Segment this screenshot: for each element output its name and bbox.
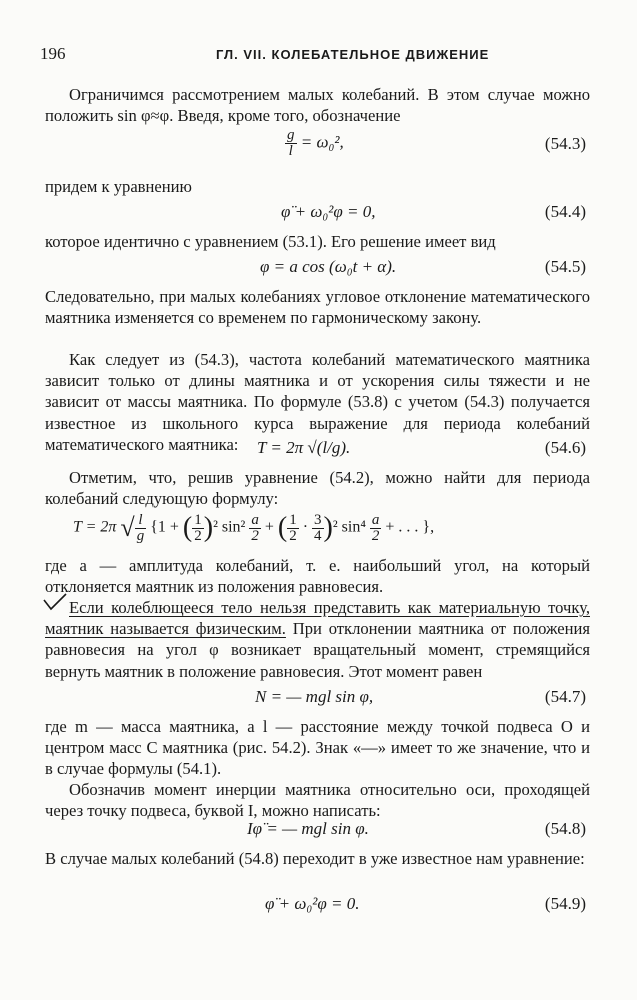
paragraph-period-formula-intro: Отметим, что, решив уравнение (54.2), можно найти для периода колебаний следующую формулу:	[45, 468, 590, 509]
paragraph-arrive-at-equation: придем к уравнению	[45, 177, 192, 196]
paragraph-period-dependence: Как следует из (54.3), частота колебаний математического маятника зависит только от длины маятника и от ускорения силы тяжести и не зависит от массы маятника. По формуле (53.8) с учетом (54.3) получается известное из школьного курса выражение для периода колебаний математического маятника:	[45, 350, 590, 454]
equation-body: φ = a cos (ω₀t + α).	[260, 257, 397, 276]
equation-body: φ̈ + ω₀²φ = 0.	[265, 894, 360, 913]
equation-label: (54.6)	[544, 438, 586, 457]
equation-54-4	[45, 198, 590, 228]
paragraph-moment-of-inertia: Обозначив момент инерции маятника относительно оси, проходящей через точку подвеса, буквой I, можно написать:	[45, 780, 590, 821]
equation-rhs: = ω₀²,	[300, 132, 344, 152]
paragraph-physical-pendulum: Если колеблющееся тело нельзя представить как материальную точку, маятник называется физическим. При отклонении маятника от положения равновесия на угол φ возникает вращательный момент, стремящийся вернуть маятник в положение равновесия. Этот момент равен	[45, 598, 590, 681]
paragraph-harmonic-law: Следовательно, при малых колебаниях угловое отклонение математического маятника изменяется со временем по гармоническому закону.	[45, 287, 590, 328]
equation-label: (54.3)	[544, 134, 586, 153]
equation-period-series: T = 2π √ $\frac{l}{g}$ {1 + ( $\frac{1}{2}$ )² sin² $\frac{a}{2}$ + ( $\frac{1}{2}$ · $\frac{3}{4}$ )² sin⁴ $\frac{a}{2}$ + . . . },	[73, 511, 435, 544]
paragraph-mass-and-distance: где m — масса маятника, а l — расстояние между точкой подвеса O и центром масс C маятника (рис. 54.2). Знак «—» имеет то же значение, что и в случае формулы (54.1).	[45, 717, 590, 779]
equation-label: (54.7)	[544, 687, 586, 706]
equation-54-3	[45, 127, 590, 160]
equation-54-9	[45, 890, 590, 920]
paragraph-small-oscillations-case: В случае малых колебаний (54.8) переходит в уже известное нам уравнение:	[45, 849, 585, 868]
equation-label: (54.9)	[544, 894, 586, 913]
equation-label: (54.8)	[544, 819, 586, 838]
equation-body: φ̈ + ω₀²φ = 0,	[281, 202, 376, 221]
paragraph-identical-equation: которое идентично с уравнением (53.1). Его решение имеет вид	[45, 232, 496, 251]
page-number: 196	[40, 44, 66, 63]
equation-body: T = 2π √(l/g).	[257, 438, 351, 457]
fraction-g-over-l: $\frac{g}{l}$	[287, 127, 295, 159]
equation-body: N = — mgl sin φ,	[255, 687, 374, 706]
equation-label: (54.5)	[544, 257, 586, 276]
underlined-definition: Если колеблющееся тело нельзя представить как материальную точку, маятник называется физическим.	[45, 598, 590, 639]
equation-54-5	[45, 253, 590, 283]
running-header	[40, 44, 600, 64]
paragraph-amplitude: где a — амплитуда колебаний, т. е. наибольший угол, на который отклоняется маятник из положения равновесия.	[45, 556, 590, 597]
equation-label: (54.4)	[544, 202, 586, 221]
equation-54-8	[45, 815, 590, 845]
chapter-title: ГЛ. VII. КОЛЕБАТЕЛЬНОЕ ДВИЖЕНИЕ	[216, 47, 490, 62]
equation-body: Iφ̈ = — mgl sin φ.	[247, 819, 369, 838]
paragraph-small-oscillations: Ограничимся рассмотрением малых колебаний. В этом случае можно положить sin φ≈φ. Введя, кроме того, обозначение	[45, 85, 590, 126]
equation-54-7	[45, 683, 590, 713]
equation-54-6	[45, 434, 590, 464]
